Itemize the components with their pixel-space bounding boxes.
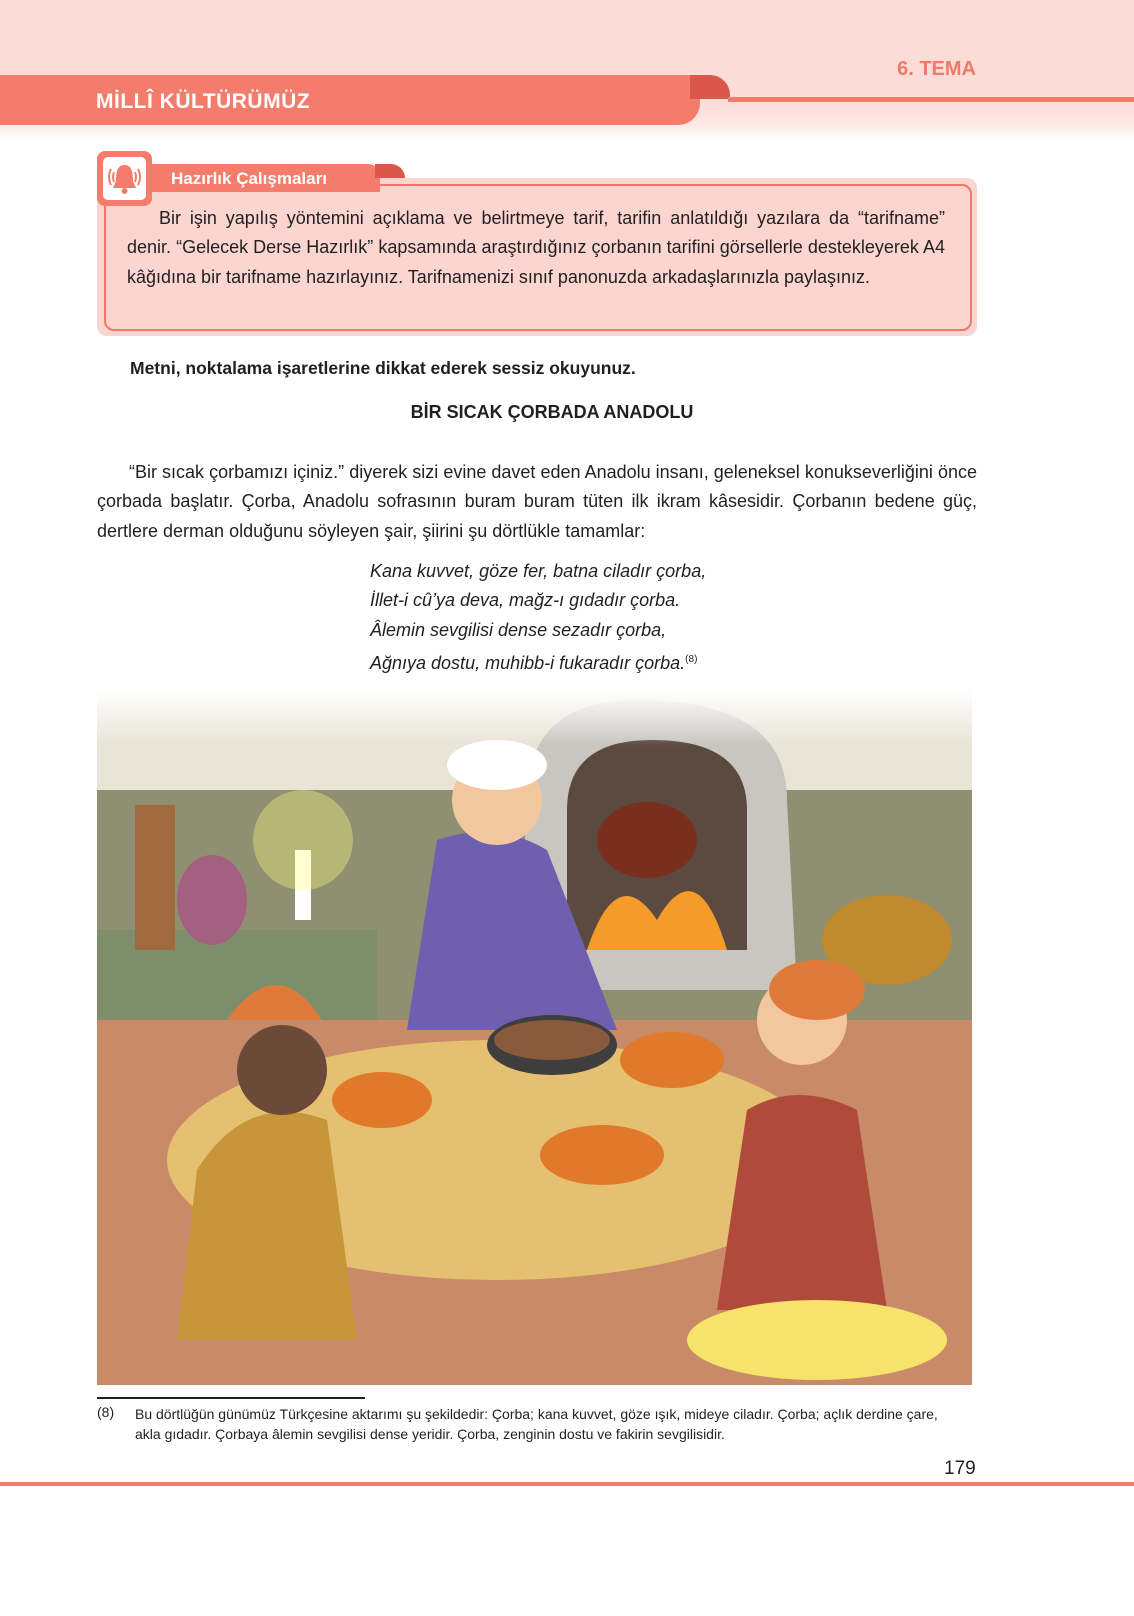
footnote-number: (8) [97,1404,115,1420]
poem-line: Kana kuvvet, göze fer, batna ciladır çorba, [370,561,707,581]
paragraph: “Bir sıcak çorbamızı içiniz.” diyerek sizi evine davet eden Anadolu insanı, geleneksel konukseverliğini önce çorbada başlatır. Çorba, Anadolu sofrasının buram buram tüten ilk ikram kâsesidir. Çorbanın bedene güç, dertlere derman olduğunu söyleyen şair, şiirini şu dörtlükle tamamlar: [97,462,977,541]
footnote-ref: (8) [685,653,698,665]
poem-line: Ağnıya dostu, muhibb-i fukaradır çorba. [370,652,686,673]
prep-title: Hazırlık Çalışmaları [171,169,327,188]
poem-line: Âlemin sevgilisi dense sezadır çorba, [370,619,667,640]
bell-icon-inner [103,157,146,200]
header-rule [728,97,1134,102]
poem-line: İllet-i cû’ya deva, mağz-ı gıdadır çorba. [370,590,681,611]
prep-text: Bir işin yapılış yöntemini açıklama ve belirtmeye tarif, tarifin anlatıldığı yazılara da “tarifname” denir. “Gelecek Derse Hazırlık” kapsamında araştırdığınız çorbanın tarifini görsellerle destekleyerek A4 kâğıdına bir tarifname hazırlayınız. Tarifnamenizi sınıf panonuzda arkadaşlarınızla paylaşınız. [127,208,945,287]
prep-tab-curl [375,164,405,178]
footnote-rule [97,1397,365,1399]
footer-rule [0,1482,1134,1486]
footnote-text: Bu dörtlüğün günümüz Türkçesine aktarımı şu şekildedir: Çorba; kana kuvvet, göze ışık, mideye ciladır. Çorba; açlık derdine çare, akla gıdadır. Çorbaya âlemin sevgilisi dense yeridir. Çorba, zenginin dostu ve fakirin sevgilisidir. [135,1406,938,1442]
text-title: BİR SICAK ÇORBADA ANADOLU [410,402,694,422]
theme-label: 6. TEMA [897,58,976,80]
instruction: Metni, noktalama işaretlerine dikkat ederek sessiz okuyunuz. [130,358,636,378]
poem [370,557,706,678]
unit-title: MİLLÎ KÜLTÜRÜMÜZ [96,90,311,113]
illustration-soup-meal [97,690,972,1385]
page-number: 179 [944,1458,976,1479]
